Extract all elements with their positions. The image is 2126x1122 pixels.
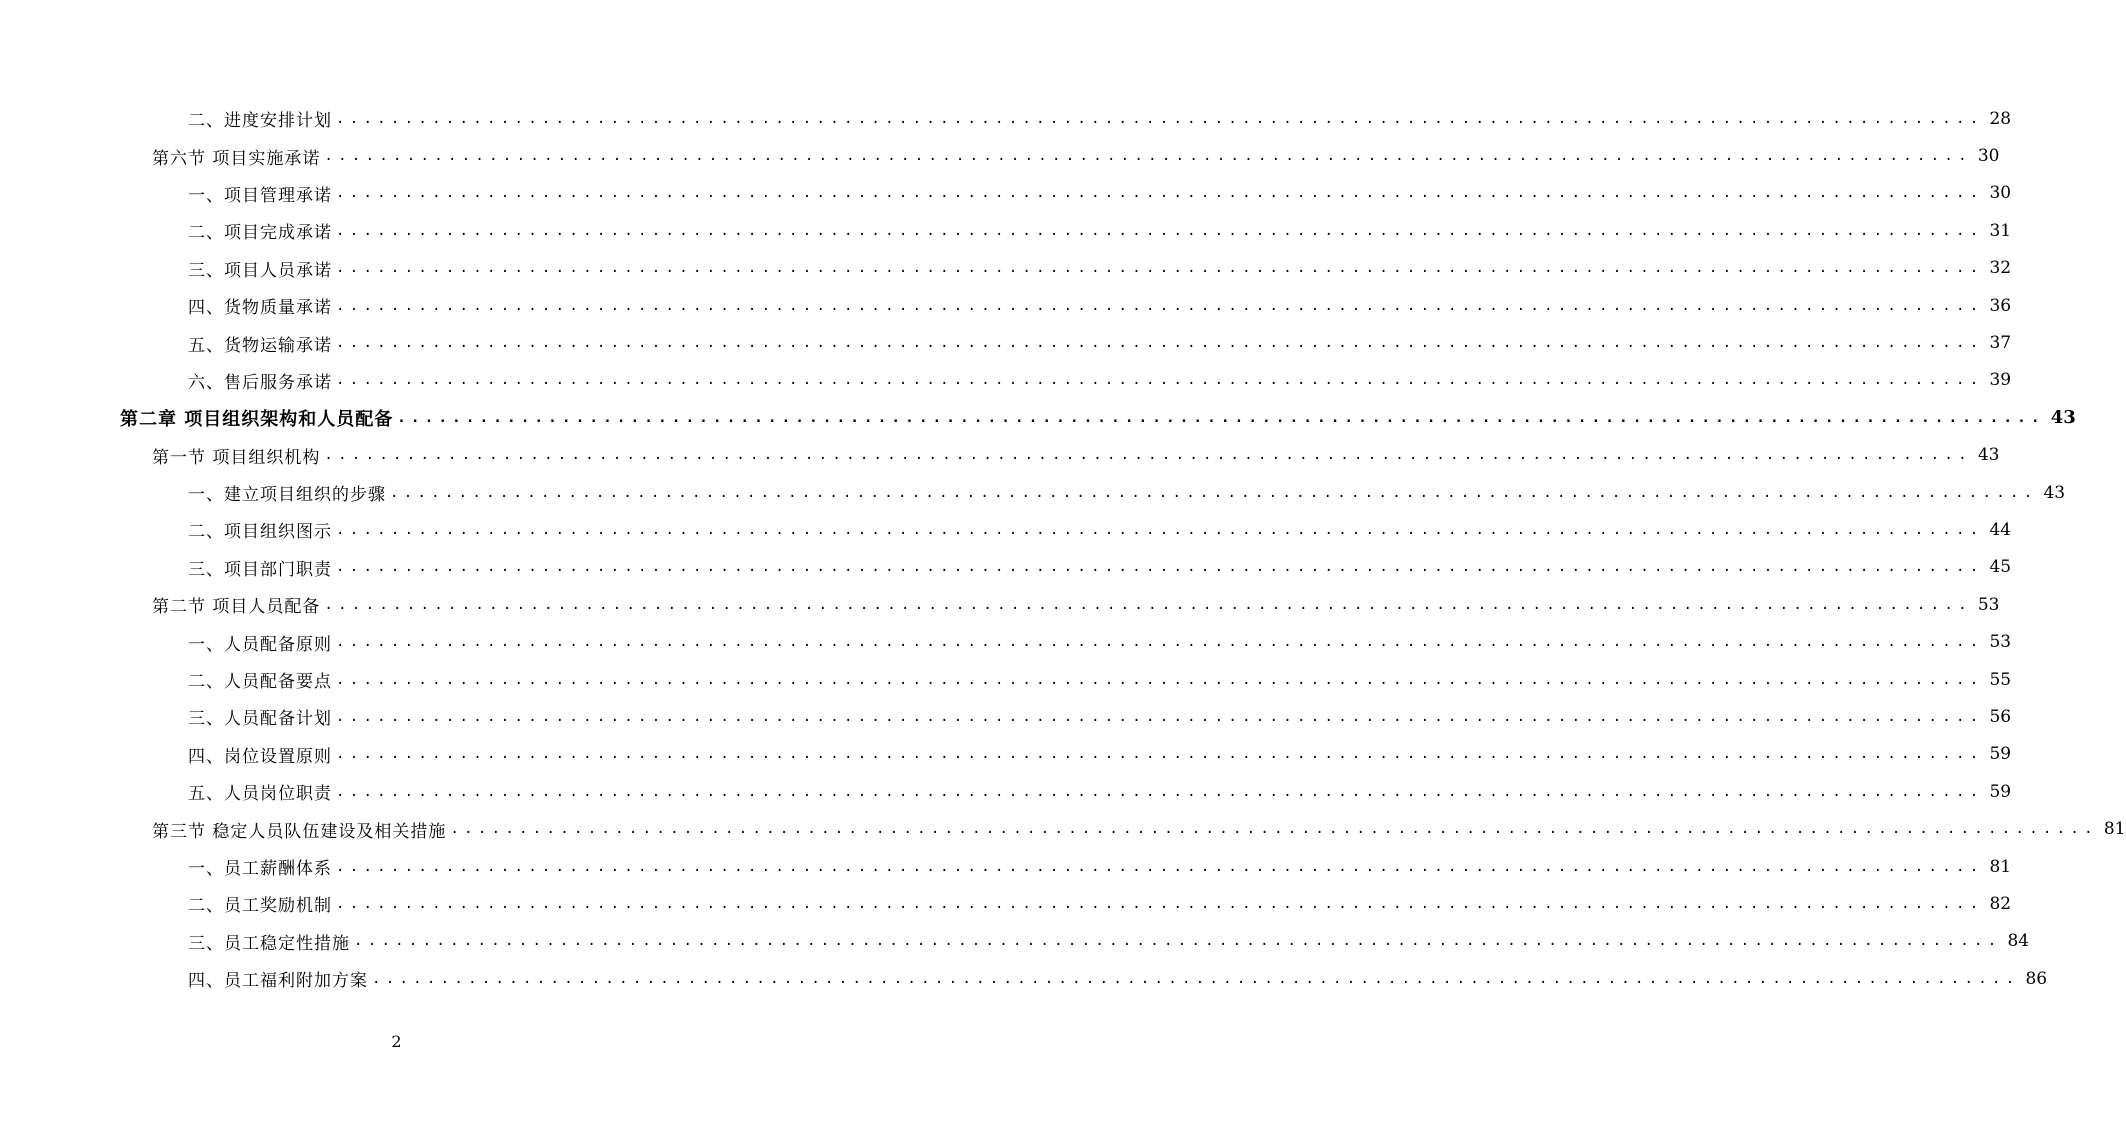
toc-entry-title: 六、售后服务承诺: [188, 368, 336, 393]
toc-entry-title: 二、人员配备要点: [188, 667, 336, 692]
toc-leader-dots: ........................................................................................................................: [336, 671, 1984, 688]
toc-leader-dots: ........................................................................................................................: [336, 185, 1984, 202]
toc-entry[interactable]: [0, 848, 2012, 885]
toc-leader-dots: ........................................................................................................................: [336, 372, 1984, 389]
toc-entry-page: 31: [1989, 220, 2012, 241]
toc-entry[interactable]: [0, 212, 2012, 249]
toc-entry-page: 43: [2043, 482, 2066, 503]
toc-entry-page: 39: [1989, 370, 2012, 391]
toc-entry[interactable]: [0, 549, 2012, 586]
toc-entry-page: 53: [1977, 594, 2000, 615]
toc-entry-title: 三、员工稳定性措施: [188, 929, 354, 954]
toc-entry-title: 第六节 项目实施承诺: [152, 144, 324, 169]
toc-entry[interactable]: [0, 250, 2012, 287]
toc-entry[interactable]: [0, 885, 2012, 922]
toc-entry[interactable]: [0, 474, 2066, 511]
toc-leader-dots: ........................................................................................................................: [324, 596, 1972, 613]
toc-entry-page: 84: [2007, 931, 2030, 952]
toc-leader-dots: ........................................................................................................................: [336, 895, 1984, 912]
toc-entry-page: 36: [1989, 295, 2012, 316]
toc-entry-page: 43: [2050, 407, 2076, 429]
toc-leader-dots: ........................................................................................................................: [372, 970, 2020, 987]
toc-leader-dots: ........................................................................................................................: [336, 521, 1984, 538]
toc-entry-title: 二、项目完成承诺: [188, 218, 336, 243]
toc-entry[interactable]: [0, 923, 2030, 960]
toc-entry[interactable]: [0, 698, 2012, 735]
toc-entry-title: 一、建立项目组织的步骤: [188, 480, 390, 505]
toc-entry-page: 55: [1989, 669, 2012, 690]
toc-entry-title: 三、项目人员承诺: [188, 256, 336, 281]
toc-leader-dots: ........................................................................................................................: [324, 148, 1972, 165]
toc-entry-page: 56: [1989, 706, 2012, 727]
toc-entry-title: 第二节 项目人员配备: [152, 592, 324, 617]
toc-entry-title: 五、人员岗位职责: [188, 779, 336, 804]
toc-entry[interactable]: [0, 137, 2000, 174]
toc-leader-dots: ........................................................................................................................: [336, 297, 1984, 314]
toc-leader-dots: ........................................................................................................................: [450, 821, 2098, 838]
toc-entry-page: 53: [1989, 632, 2012, 653]
toc-entry-page: 37: [1989, 333, 2012, 354]
toc-entry[interactable]: [0, 100, 2012, 137]
toc-leader-dots: ........................................................................................................................: [336, 634, 1984, 651]
toc-entry[interactable]: [0, 362, 2012, 399]
toc-entry[interactable]: [0, 810, 2126, 847]
toc-leader-dots: ........................................................................................................................: [336, 222, 1984, 239]
toc-entry-page: 30: [1989, 183, 2012, 204]
toc-entry-title: 四、货物质量承诺: [188, 293, 336, 318]
toc-entry[interactable]: [0, 960, 2048, 997]
toc-leader-dots: ........................................................................................................................: [390, 484, 2038, 501]
toc-chapter-entry[interactable]: [0, 399, 2076, 436]
toc-entry-page: 59: [1989, 781, 2012, 802]
toc-entry-page: 44: [1989, 519, 2012, 540]
toc-entry-page: 81: [2103, 819, 2126, 840]
toc-entry[interactable]: [0, 586, 2000, 623]
toc-leader-dots: ........................................................................................................................: [397, 409, 2045, 426]
toc-entry[interactable]: [0, 736, 2012, 773]
toc-entry-title: 一、项目管理承诺: [188, 181, 336, 206]
toc-entry-title: 第一节 项目组织机构: [152, 443, 324, 468]
table-of-contents: [0, 100, 2126, 997]
toc-entry-page: 86: [2025, 968, 2048, 989]
toc-entry-page: 82: [1989, 893, 2012, 914]
toc-leader-dots: ........................................................................................................................: [336, 783, 1984, 800]
toc-entry-title: 五、货物运输承诺: [188, 331, 336, 356]
toc-entry-page: 28: [1989, 108, 2012, 129]
toc-entry[interactable]: [0, 511, 2012, 548]
toc-leader-dots: ........................................................................................................................: [336, 335, 1984, 352]
toc-leader-dots: ........................................................................................................................: [354, 933, 2002, 950]
toc-entry-page: 32: [1989, 258, 2012, 279]
toc-leader-dots: ........................................................................................................................: [324, 447, 1972, 464]
toc-entry[interactable]: [0, 175, 2012, 212]
toc-entry-page: 45: [1989, 557, 2012, 578]
toc-entry-page: 43: [1977, 445, 2000, 466]
toc-entry-title: 二、员工奖励机制: [188, 891, 336, 916]
toc-entry-title: 第二章 项目组织架构和人员配备: [120, 405, 397, 431]
toc-entry-title: 二、进度安排计划: [188, 106, 336, 131]
toc-entry-title: 四、岗位设置原则: [188, 742, 336, 767]
toc-entry-title: 第三节 稳定人员队伍建设及相关措施: [152, 817, 450, 842]
toc-entry-title: 三、项目部门职责: [188, 555, 336, 580]
toc-entry[interactable]: [0, 773, 2012, 810]
toc-leader-dots: ........................................................................................................................: [336, 708, 1984, 725]
toc-leader-dots: ........................................................................................................................: [336, 559, 1984, 576]
page-number: 2: [391, 1032, 402, 1051]
toc-entry-title: 四、员工福利附加方案: [188, 966, 372, 991]
toc-leader-dots: ........................................................................................................................: [336, 858, 1984, 875]
toc-entry-page: 30: [1977, 146, 2000, 167]
toc-entry-title: 一、员工薪酬体系: [188, 854, 336, 879]
toc-entry[interactable]: [0, 437, 2000, 474]
toc-entry[interactable]: [0, 623, 2012, 660]
toc-leader-dots: ........................................................................................................................: [336, 110, 1984, 127]
toc-entry-page: 81: [1989, 856, 2012, 877]
toc-entry-page: 59: [1989, 744, 2012, 765]
toc-entry[interactable]: [0, 324, 2012, 361]
toc-entry-title: 三、人员配备计划: [188, 704, 336, 729]
toc-entry-title: 一、人员配备原则: [188, 630, 336, 655]
toc-entry[interactable]: [0, 661, 2012, 698]
toc-entry[interactable]: [0, 287, 2012, 324]
toc-leader-dots: ........................................................................................................................: [336, 260, 1984, 277]
toc-leader-dots: ........................................................................................................................: [336, 746, 1984, 763]
toc-entry-title: 二、项目组织图示: [188, 517, 336, 542]
